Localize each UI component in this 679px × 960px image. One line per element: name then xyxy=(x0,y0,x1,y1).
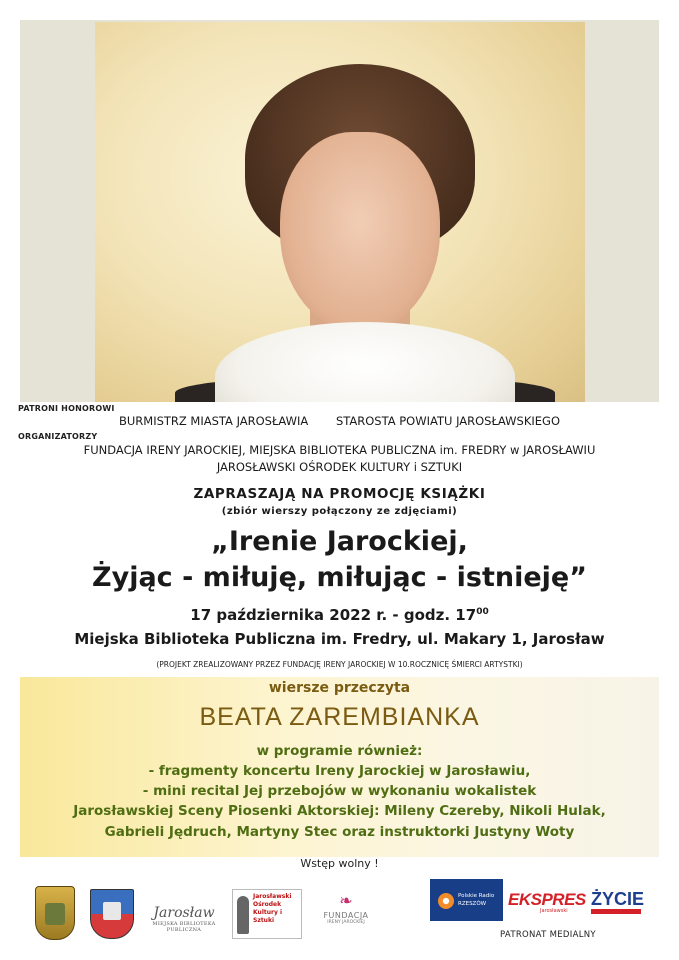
project-note: (PROJEKT ZREALIZOWANY PRZEZ FUNDACJĘ IRENY JAROCKIEJ W 10.ROCZNICĘ ŚMIERCI ARTYSTKI) xyxy=(156,660,523,669)
invite-subline: (zbiór wierszy połączony ze zdjęciami) xyxy=(221,506,458,517)
program-line-4: Jarosławskiej Sceny Piosenki Aktorskiej: Mileny Czereby, Nikoli Hulak, xyxy=(73,803,606,819)
library-logo-sub: MIEJSKA BIBLIOTEKA PUBLICZNA xyxy=(152,921,216,933)
book-title-line-2: Żyjąc - miłuję, miłując - istnieję” xyxy=(92,562,587,593)
portrait-photo xyxy=(95,22,585,404)
patron-mayor: BURMISTRZ MIASTA JAROSŁAWIA xyxy=(118,414,309,428)
library-logo xyxy=(150,905,218,935)
patron-starost: STAROSTA POWIATU JAROSŁAWSKIEGO xyxy=(335,414,561,428)
zycie-logo-stripe xyxy=(591,909,641,914)
radio-logo-text: Polskie Radio RZESZÓW xyxy=(458,893,495,907)
patrons-list xyxy=(0,414,679,428)
program-line-3: - mini recital Jej przebojów w wykonaniu wokalistek xyxy=(142,783,537,799)
zycie-logo: ŻYCIE xyxy=(591,889,645,909)
ekspres-logo-sub: Jarosławski xyxy=(540,908,568,914)
event-date-text: 17 października 2022 r. - godz. 17 xyxy=(190,606,477,624)
reader-name: BEATA ZAREMBIANKA xyxy=(199,703,480,731)
jaroslaw-crest-logo xyxy=(35,886,75,940)
media-patron-label: PATRONAT MEDIALNY xyxy=(500,930,596,940)
organizers-heading: ORGANIZATORZY xyxy=(18,432,98,441)
program-line-5: Gabrieli Jędruch, Martyny Stec oraz instruktorki Justyny Woty xyxy=(104,824,575,840)
book-title-line-1: „Irenie Jarockiej, xyxy=(211,526,468,557)
event-venue: Miejska Biblioteka Publiczna im. Fredry, ul. Makary 1, Jarosław xyxy=(74,630,605,648)
statue-icon xyxy=(237,896,249,934)
entry-note: Wstęp wolny ! xyxy=(300,857,379,870)
organizers-line-2: JAROSŁAWSKI OŚRODEK KULTURY i SZTUKI xyxy=(216,460,463,474)
foundation-logo xyxy=(318,891,374,937)
jok-logo-text: Jarosławski Ośrodek Kultury i Sztuki xyxy=(253,893,292,924)
ekspres-logo: EKSPRES xyxy=(508,890,586,909)
library-logo-script: Jarosław xyxy=(153,905,215,921)
reading-intro: wiersze przeczyta xyxy=(268,680,411,696)
county-crest-logo xyxy=(90,889,134,939)
organizers-line-1: FUNDACJA IRENY JAROCKIEJ, MIEJSKA BIBLIOTEKA PUBLICZNA im. FREDRY w JAROSŁAWIU xyxy=(83,443,596,457)
patrons-heading: PATRONI HONOROWI xyxy=(18,404,115,413)
program-line-1: w programie również: xyxy=(256,743,423,759)
radio-rzeszow-logo xyxy=(430,879,503,921)
radio-dot-icon xyxy=(438,893,454,909)
heart-icon: ❧ xyxy=(339,891,353,910)
jok-logo xyxy=(232,889,302,939)
program-line-2: - fragmenty koncertu Ireny Jarockiej w Jarosławiu, xyxy=(148,763,531,779)
portrait-face xyxy=(280,132,440,332)
invite-headline: ZAPRASZAJĄ NA PROMOCJĘ KSIĄŻKI xyxy=(193,486,486,502)
portrait-collar xyxy=(215,322,515,404)
event-date xyxy=(0,606,679,624)
event-time-minutes: 00 xyxy=(476,607,489,617)
foundation-logo-sub: IRENY JAROCKIEJ xyxy=(327,920,365,925)
foundation-logo-name: FUNDACJA xyxy=(323,911,369,920)
